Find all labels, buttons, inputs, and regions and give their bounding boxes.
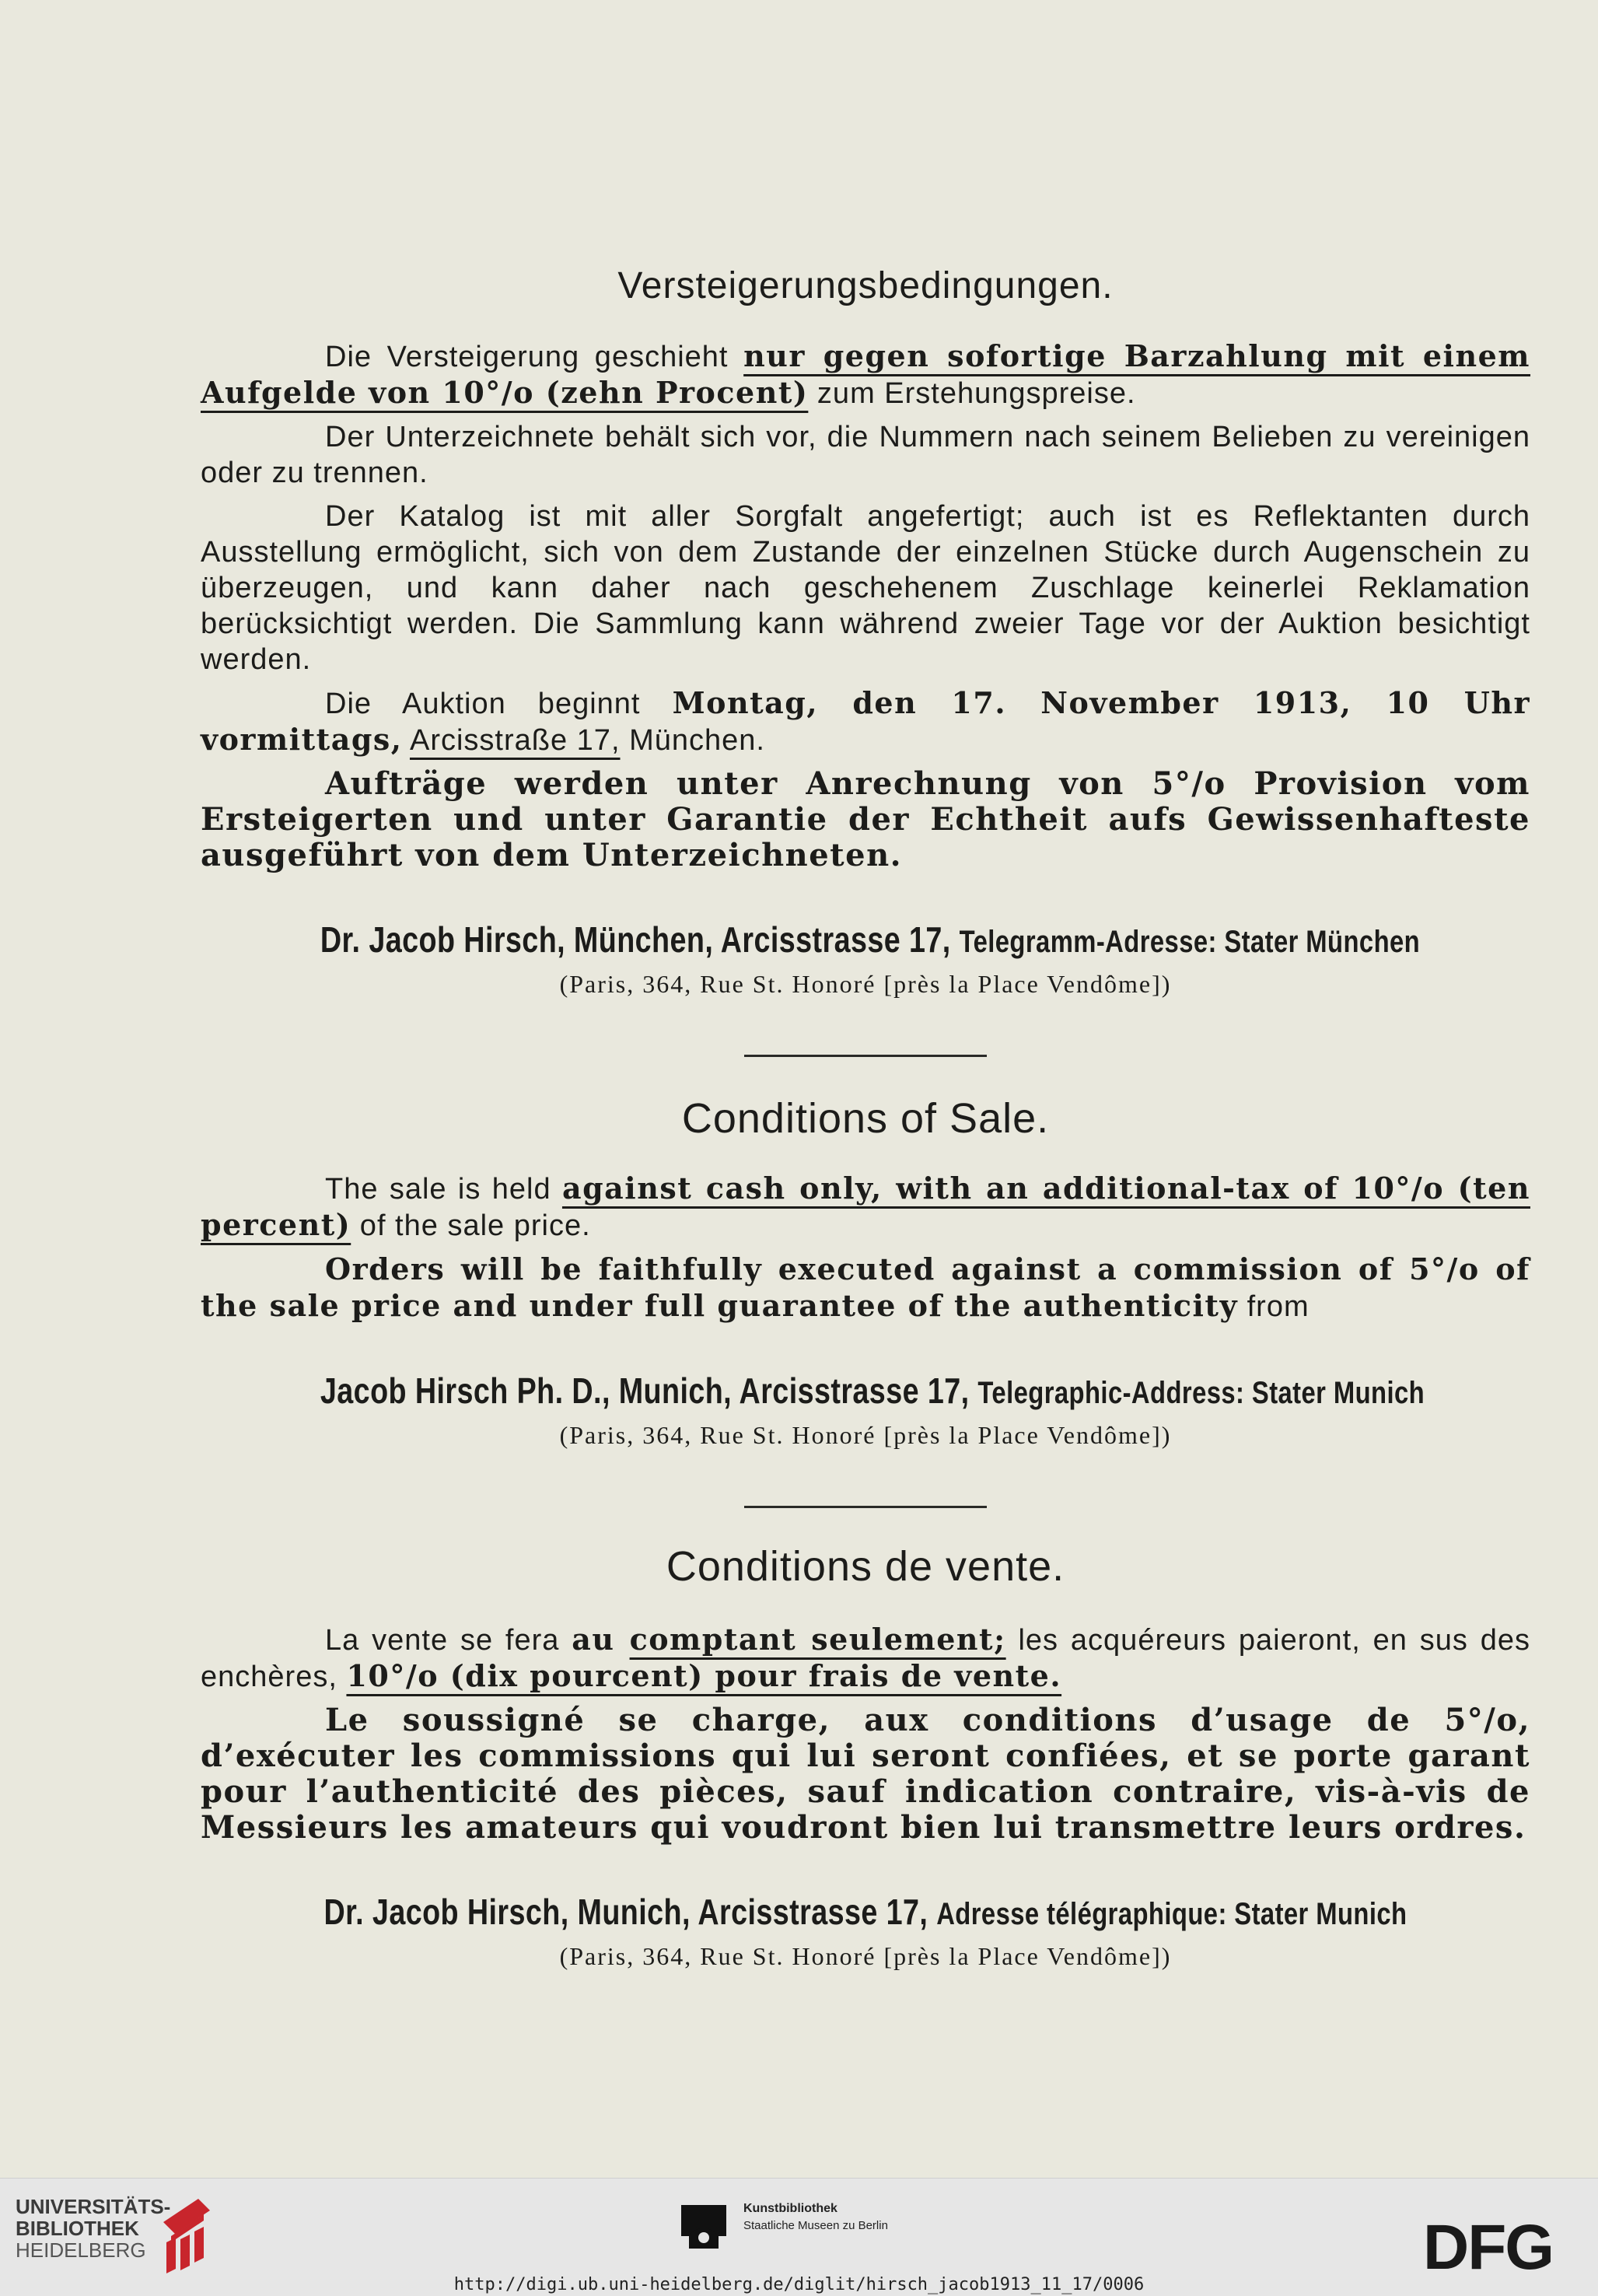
document-content (201, 264, 1530, 1971)
german-signature: Dr. Jacob Hirsch, München, Arcisstrasse 17, Telegramm-Adresse: Stater München (320, 919, 1421, 960)
english-payment-terms: against cash only, with an additional-tax of 10°/o (ten percent) (201, 1171, 1530, 1242)
french-signature: Dr. Jacob Hirsch, Munich, Arcisstrasse 17, Adresse télégraphique: Stater Munich (323, 1892, 1407, 1932)
german-paragraph-4: Die Auktion beginnt Montag, den 17. November 1913, 10 Uhr vormittags, Arcisstraße 17, München. (201, 685, 1530, 757)
german-paragraph-5: Aufträge werden unter Anrechnung von 5°/o Provision vom Ersteigerten und unter Garantie der Echtheit aufs Gewissenhafteste ausgeführt von dem Unterzeichneten. (201, 765, 1530, 873)
permalink-url[interactable]: http://digi.ub.uni-heidelberg.de/diglit/hirsch_jacob1913_11_17/0006 (453, 2275, 1145, 2294)
ub-heidelberg-label[interactable]: UNIVERSITÄTS- BIBLIOTHEK HEIDELBERG (16, 2195, 171, 2262)
section-divider (744, 1506, 987, 1508)
auction-address: Arcisstraße 17, (409, 724, 621, 757)
german-paragraph-2: Der Unterzeichnete behält sich vor, die Nummern nach seinem Belieben zu vereinigen oder zu trennen. (201, 421, 1530, 489)
french-payment-terms-2: 10°/o (dix pourcent) pour frais de vente. (346, 1658, 1062, 1693)
english-paragraph-2: Orders will be faithfully executed against a commission of 5°/o of the sale price and under full guarantee of the authenticity from (201, 1251, 1530, 1323)
french-payment-terms-1: comptant seulement; (629, 1622, 1006, 1657)
german-paragraph-1: Die Versteigerung geschieht nur gegen sofortige Barzahlung mit einem Aufgelde von 10°/o (zehn Procent) zum Erstehungspreise. (201, 338, 1531, 410)
german-paragraph-3: Der Katalog ist mit aller Sorgfalt angefertigt; auch ist es Reflektanten durch Ausstellung ermöglicht, sich von dem Zustande der einzelnen Stücke durch Augenschein zu überzeugen, und kann daher nach geschehenem Zuschlage keinerlei Reklamation berücksichtigt werden. Die Sammlung kann während zweier Tage vor der Auktion besichtigt werden. (201, 500, 1530, 676)
french-paris-address: (Paris, 364, Rue St. Honoré [près la Place Vendôme]) (559, 1942, 1172, 1970)
english-heading: Conditions of Sale. (681, 1095, 1050, 1142)
dfg-logo[interactable]: DFG (1423, 2212, 1554, 2283)
library-footer (0, 2178, 1598, 2296)
german-paris-address: (Paris, 364, Rue St. Honoré [près la Place Vendôme]) (559, 970, 1172, 998)
french-paragraph-2: Le soussigné se charge, aux conditions d’usage de 5°/o, d’exécuter les commissions qui lui seront confiées, et se porte garant pour l’authenticité des pièces, sauf indication contraire, vis-à-vis de Messieurs les amateurs qui voudront bien lui transmettre leurs ordres. (201, 1702, 1530, 1846)
english-paris-address: (Paris, 364, Rue St. Honoré [près la Place Vendôme]) (559, 1421, 1172, 1449)
german-payment-terms: nur gegen sofortige Barzahlung mit einem Aufgelde von 10°/o (zehn Procent) (201, 338, 1531, 410)
auction-date: Montag, den 17. November 1913, 10 Uhr vormittags, (201, 685, 1530, 757)
english-paragraph-1: The sale is held against cash only, with an additional-tax of 10°/o (ten percent) of the sale price. (201, 1171, 1530, 1242)
german-heading: Versteigerungsbedingungen. (617, 265, 1114, 306)
kunstbibliothek-logo-icon[interactable] (678, 2202, 729, 2252)
section-divider (744, 1055, 987, 1057)
french-paragraph-1: La vente se fera au comptant seulement; les acquéreurs paieront, en sus des enchères, 10°/o (dix pourcent) pour frais de vente. (201, 1622, 1531, 1693)
french-heading: Conditions de vente. (666, 1543, 1065, 1590)
kunstbibliothek-label[interactable]: Kunstbibliothek Staatliche Museen zu Berlin (743, 2202, 888, 2232)
ub-heidelberg-logo-icon[interactable] (156, 2191, 218, 2277)
english-signature: Jacob Hirsch Ph. D., Munich, Arcisstrasse 17, Telegraphic-Address: Stater Munich (320, 1370, 1425, 1411)
